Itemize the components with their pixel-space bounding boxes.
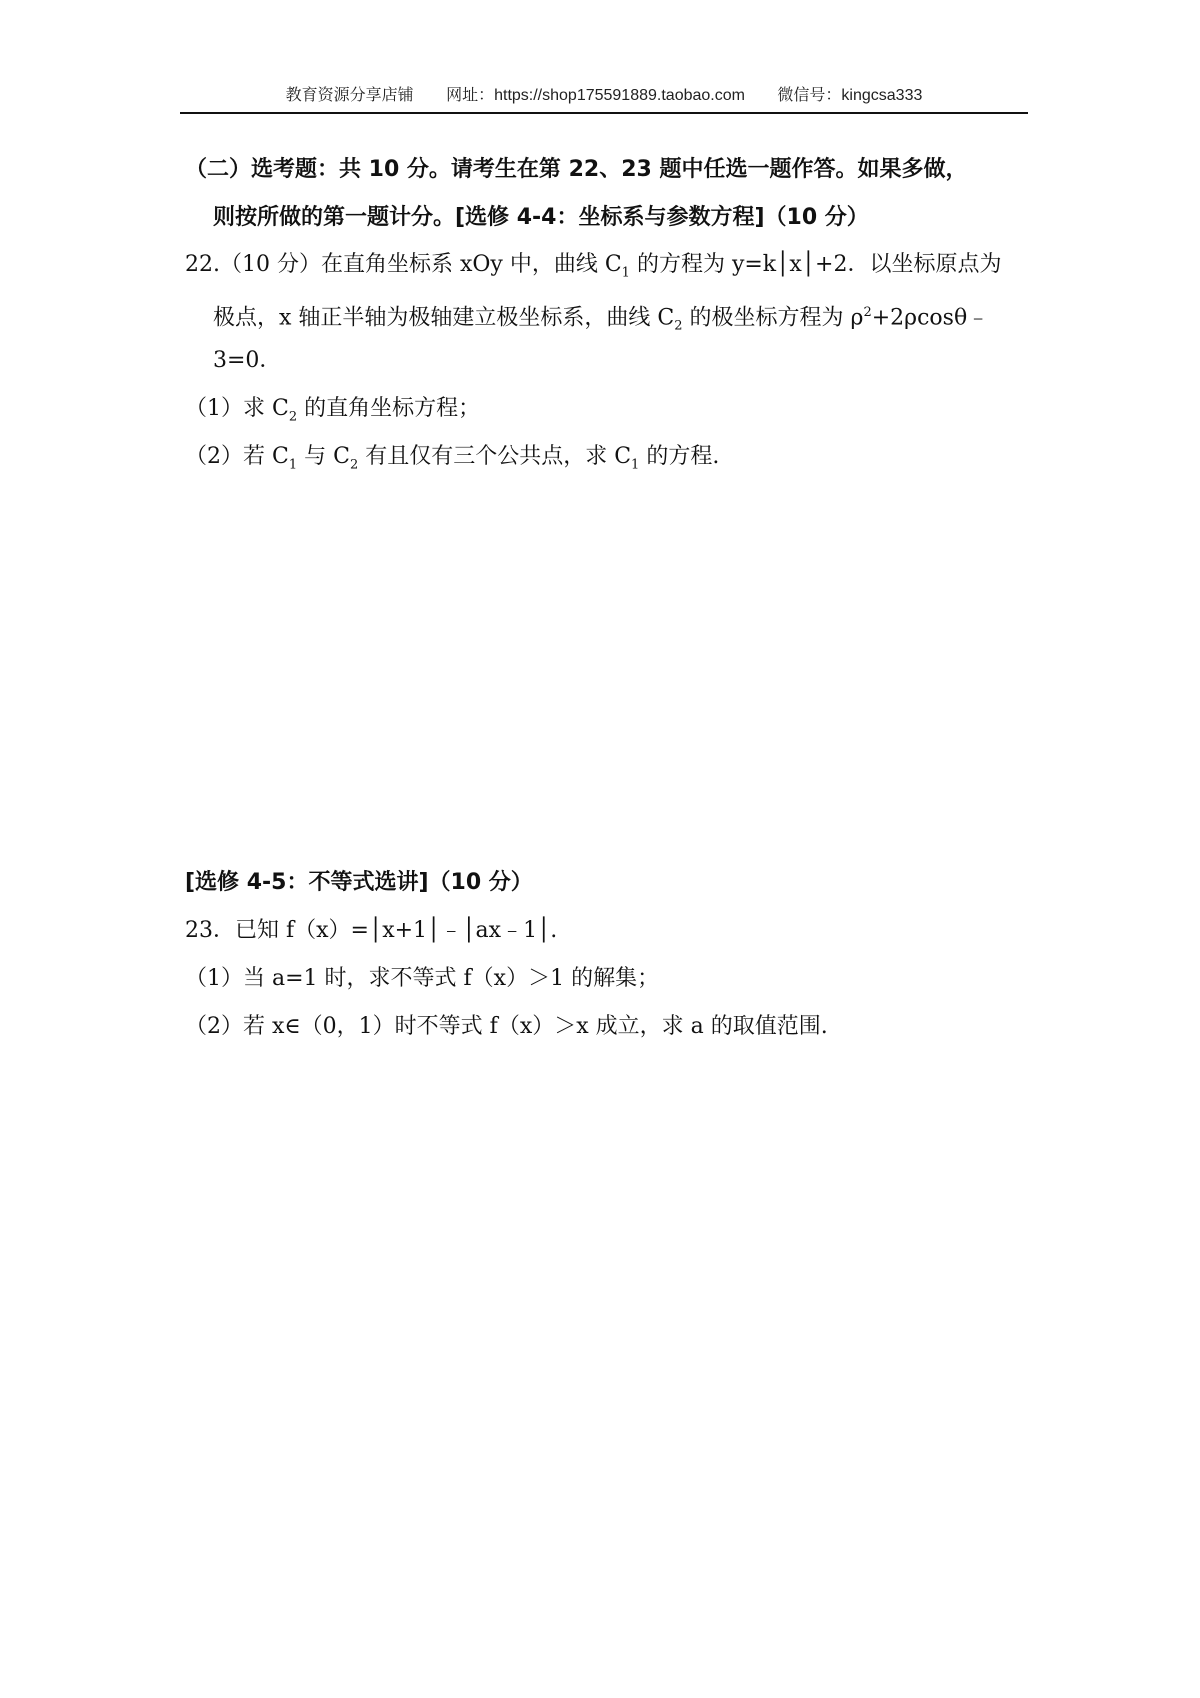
q23-part1: （1）当 a=1 时，求不等式 f（x）＞1 的解集； bbox=[185, 966, 660, 991]
section45-heading: [选修 4-5：不等式选讲]（10 分） bbox=[185, 870, 533, 895]
q23-line1: 23．已知 f（x）=│x+1│﹣│ax﹣1│. bbox=[185, 918, 558, 943]
header-shop: 教育资源分享店铺 bbox=[285, 87, 414, 104]
section-heading-line1: （二）选考题：共 10 分。请考生在第 22、23 题中任选一题作答。如果多做， bbox=[185, 157, 968, 182]
header-wechat: 微信号：kingcsa333 bbox=[777, 87, 923, 104]
q22-part1: （1）求 $C_2$ 的直角坐标方程； bbox=[185, 396, 481, 425]
q22-line2: 极点，x 轴正半轴为极轴建立极坐标系，曲线 $C_2$ 的极坐标方程为 $\rho^2+2\rho\cos\theta﹣$ bbox=[213, 305, 990, 334]
q22-part2: （2）若 $C_1$ 与 $C_2$ 有且仅有三个公共点，求 $C_1$ 的方程. bbox=[185, 444, 720, 473]
header-url: 网址：https://shop175591889.taobao.com bbox=[446, 87, 745, 104]
q22-line1: 22.（10 分）在直角坐标系 xOy 中，曲线 $C_1$ 的方程为 y=k│x│+2．以坐标原点为 bbox=[185, 252, 1002, 281]
page-header bbox=[180, 80, 1028, 114]
q22-line3: 3=0． bbox=[213, 348, 282, 373]
section-heading-line2: 则按所做的第一题计分。[选修 4-4：坐标系与参数方程]（10 分） bbox=[213, 205, 869, 230]
q23-part2: （2）若 x∈（0，1）时不等式 f（x）＞x 成立，求 a 的取值范围. bbox=[185, 1014, 828, 1039]
